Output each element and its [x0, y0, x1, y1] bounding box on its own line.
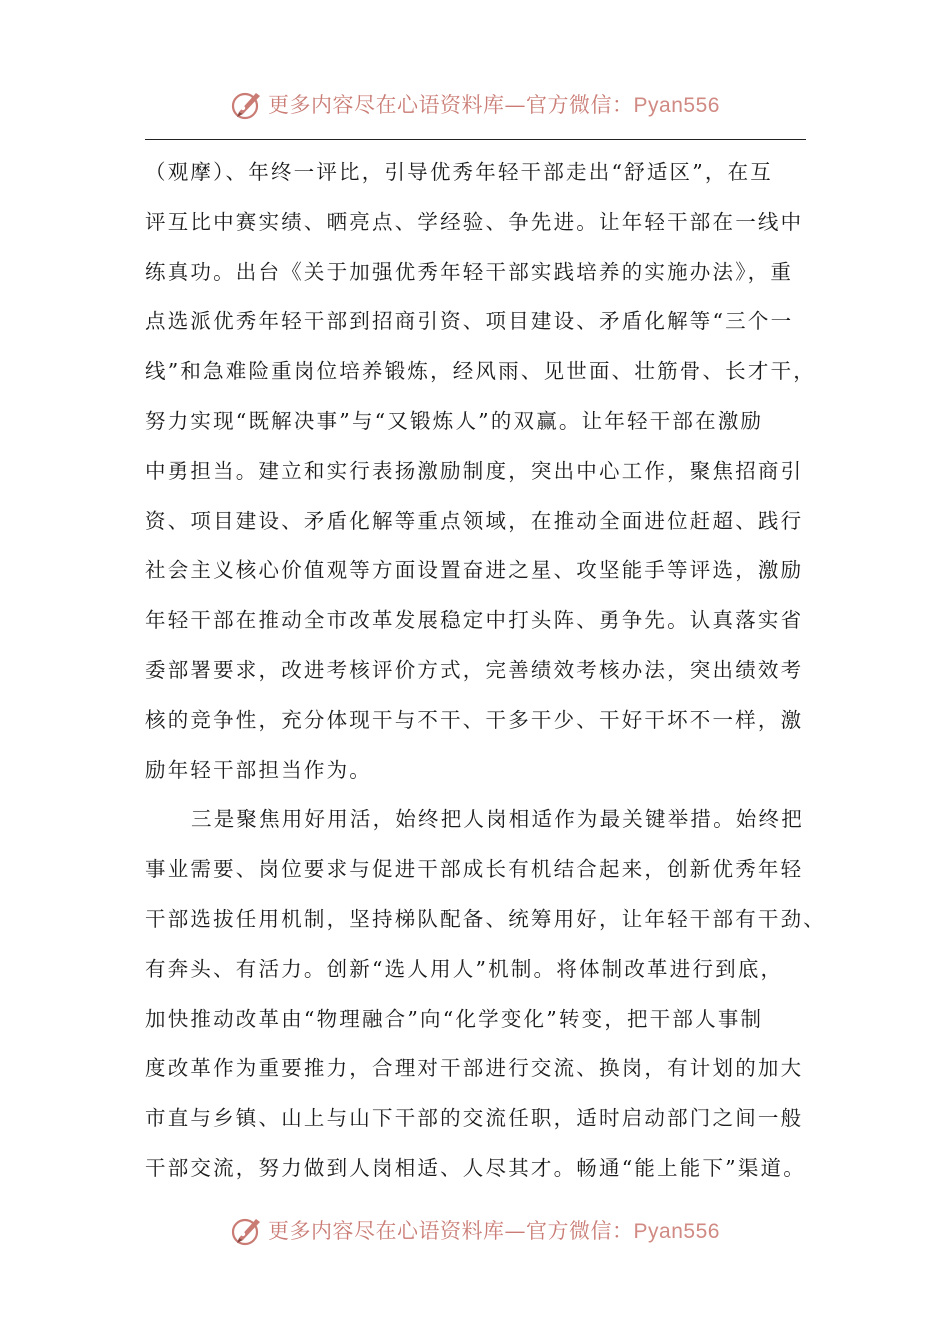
header-divider: [145, 139, 806, 140]
text-line: 努力实现“既解决事”与“又锻炼人”的双赢。让年轻干部在激励: [145, 408, 764, 433]
footer-watermark: [0, 1210, 950, 1250]
text-line: 委部署要求，改进考核评价方式，完善绩效考核办法，突出绩效考: [145, 657, 804, 682]
text-line: 事业需要、岗位要求与促进干部成长有机结合起来，创新优秀年轻: [145, 857, 804, 882]
text-line: 资、项目建设、矛盾化解等重点领域，在推动全面进位赶超、践行: [145, 508, 804, 533]
text-line: 励年轻干部担当作为。: [145, 757, 372, 782]
text-line: 度改革作为重要推力，合理对干部进行交流、换岗，有计划的加大: [145, 1056, 804, 1081]
paragraph-start-line: 三是聚焦用好用活，始终把人岗相适作为最关键举措。始终把: [191, 807, 804, 832]
text-line: 社会主义核心价值观等方面设置奋进之星、攻坚能手等评选，激励: [145, 558, 804, 583]
text-line: 干部选拔任用机制，坚持梯队配备、统筹用好，让年轻干部有干劲、: [145, 906, 826, 931]
text-line: 市直与乡镇、山上与山下干部的交流任职，适时启动部门之间一般: [145, 1106, 804, 1131]
text-line: 练真功。出台《关于加强优秀年轻干部实践培养的实施办法》，重: [145, 259, 794, 284]
text-line: 加快推动改革由“物理融合”向“化学变化”转变，把干部人事制: [145, 1006, 764, 1031]
pen-circle-logo-icon: [230, 87, 264, 121]
text-line: 评互比中赛实绩、晒亮点、学经验、争先进。让年轻干部在一线中: [145, 209, 804, 234]
text-line: 核的竞争性，充分体现干与不干、干多干少、干好干坏不一样，激: [145, 707, 804, 732]
header-watermark: [0, 84, 950, 124]
text-line: 有奔头、有活力。创新“选人用人”机制。将体制改革进行到底，: [145, 956, 784, 981]
pen-circle-logo-icon: [230, 1213, 264, 1247]
header-watermark-text: 更多内容尽在心语资料库—官方微信：Pyan556: [268, 93, 720, 117]
header-watermark-brand: Pyan556: [633, 94, 720, 117]
body-text: [145, 148, 825, 1194]
text-line: 年轻干部在推动全市改革发展稳定中打头阵、勇争先。认真落实省: [145, 608, 804, 633]
text-line: （观摩）、年终一评比，引导优秀年轻干部走出“舒适区”，在互: [145, 160, 774, 184]
footer-watermark-text: 更多内容尽在心语资料库—官方微信：Pyan556: [268, 1219, 720, 1243]
text-line: 干部交流，努力做到人岗相适、人尽其才。畅通“能上能下”渠道。: [145, 1155, 806, 1180]
text-line: 中勇担当。建立和实行表扬激励制度，突出中心工作，聚焦招商引: [145, 458, 804, 483]
footer-watermark-brand: Pyan556: [633, 1220, 720, 1243]
text-line: 点选派优秀年轻干部到招商引资、项目建设、矛盾化解等“三个一: [145, 309, 794, 334]
text-line: 线”和急难险重岗位培养锻炼，经风雨、见世面、壮筋骨、长才干，: [145, 359, 816, 384]
